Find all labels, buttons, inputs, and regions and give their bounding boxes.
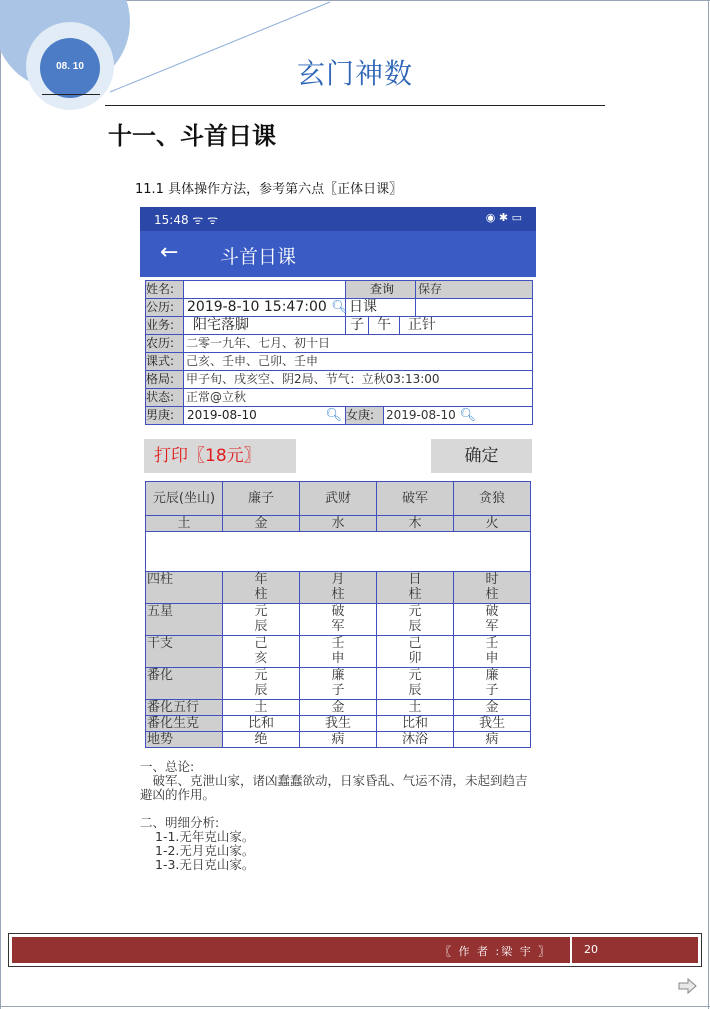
table-cell: 元 辰	[223, 604, 300, 636]
search-icon[interactable]: 🔍︎	[459, 408, 477, 423]
summary-heading-2: 二、明细分析:	[140, 815, 220, 830]
row-label: 番化五行	[146, 700, 223, 716]
table-cell: 己 亥	[223, 636, 300, 668]
footer-author: 〖 作 者 :梁 宇 〗	[440, 945, 552, 958]
pattern-value: 甲子旬、戌亥空、阴2局、节气：立秋03:13:00	[186, 372, 440, 386]
hour-select-1[interactable]: 子	[346, 317, 369, 334]
table-cell: 沐浴	[377, 732, 454, 748]
lunar-label: 农历:	[146, 335, 184, 352]
table-header-cell: 武财	[300, 482, 377, 516]
ganzhi-value: 己亥、壬申、己卯、壬申	[186, 354, 319, 368]
table-cell: 廉 子	[300, 668, 377, 700]
table-cell: 破 军	[300, 604, 377, 636]
instruction-text: 11.1 具体操作方法，参考第六点〖正体日课〗	[135, 182, 403, 197]
header-title: 玄门神数	[296, 57, 413, 90]
table-cell: 年 柱	[223, 572, 300, 604]
table-cell: 壬 申	[454, 636, 531, 668]
table-cell: 己 卯	[377, 636, 454, 668]
badge-underline	[42, 94, 100, 95]
row-label: 五星	[146, 604, 223, 636]
female-date-input[interactable]	[384, 407, 532, 424]
table-row	[146, 668, 531, 700]
solar-label: 公历:	[146, 299, 184, 316]
table-row	[146, 716, 531, 732]
table-cell: 绝	[223, 732, 300, 748]
table-cell: 病	[300, 732, 377, 748]
chart-table	[145, 481, 531, 748]
status-bar	[140, 207, 536, 231]
name-input[interactable]	[184, 281, 346, 298]
blank-cell	[146, 532, 531, 572]
table-row	[146, 732, 531, 748]
day-mode-select[interactable]: 日课	[346, 299, 416, 316]
summary-text	[140, 760, 536, 872]
table-header-cell: 破军	[377, 482, 454, 516]
table-header-cell: 元辰(坐山)	[146, 482, 223, 516]
element-cell: 水	[300, 516, 377, 532]
form-row-birth	[146, 407, 532, 424]
footer-separator	[570, 937, 572, 963]
row-label: 干支	[146, 636, 223, 668]
table-cell: 土	[223, 700, 300, 716]
page-border-left	[0, 0, 1, 1009]
status-label: 状态:	[146, 389, 184, 406]
row-label: 番化	[146, 668, 223, 700]
status-time: 15:48 ᯤ ᯤ	[154, 213, 219, 227]
element-cell: 木	[377, 516, 454, 532]
table-cell: 日 柱	[377, 572, 454, 604]
female-date-value: 2019-08-10	[386, 408, 456, 422]
male-date-value: 2019-08-10	[187, 408, 257, 422]
page-border-bottom	[0, 1006, 710, 1007]
table-cell: 比和	[223, 716, 300, 732]
empty-cell	[416, 299, 532, 316]
phone-screenshot	[140, 207, 536, 872]
page-border-right	[708, 0, 709, 1009]
print-button[interactable]: 打印〖18元〗	[144, 439, 296, 473]
summary-item: 1-2.无月克山家。	[155, 843, 255, 858]
form-row-solar	[146, 299, 532, 317]
form-row-lunar	[146, 335, 532, 353]
status-value: 正常@立秋	[186, 390, 247, 404]
business-label: 业务:	[146, 317, 184, 334]
table-cell: 元 辰	[223, 668, 300, 700]
row-label: 地势	[146, 732, 223, 748]
search-icon[interactable]: 🔍︎	[331, 300, 348, 315]
business-select[interactable]: 阳宅落脚	[184, 317, 346, 334]
arrow-left-icon[interactable]: ←	[160, 240, 179, 265]
table-header-cell: 贪狼	[454, 482, 531, 516]
solar-date-input[interactable]	[184, 299, 346, 316]
pattern-label: 格局:	[146, 371, 184, 388]
table-cell: 我生	[300, 716, 377, 732]
pillar-rows	[146, 572, 531, 748]
summary-item: 1-1.无年克山家。	[155, 829, 255, 844]
row-label: 四柱	[146, 572, 223, 604]
header-rule	[105, 105, 605, 106]
form-row-pattern	[146, 371, 532, 389]
solar-date-value: 2019-8-10 15:47:00	[187, 299, 327, 315]
table-cell: 金	[300, 700, 377, 716]
table-cell: 破 军	[454, 604, 531, 636]
app-bar	[140, 231, 536, 277]
element-cell: 火	[454, 516, 531, 532]
row-label: 番化生克	[146, 716, 223, 732]
table-cell: 元 辰	[377, 668, 454, 700]
date-badge: 08. 10	[56, 61, 84, 72]
form-row-ganzhi	[146, 353, 532, 371]
male-date-input[interactable]	[184, 407, 346, 424]
male-label: 男庚:	[146, 407, 184, 424]
form-row-business	[146, 317, 532, 335]
table-row	[146, 572, 531, 604]
hour-select-2[interactable]: 午	[369, 317, 400, 334]
table-row	[146, 700, 531, 716]
input-form	[145, 280, 533, 425]
app-title: 斗首日课	[220, 246, 297, 268]
table-cell: 土	[377, 700, 454, 716]
table-row	[146, 604, 531, 636]
table-cell: 元 辰	[377, 604, 454, 636]
element-cell: 土	[146, 516, 223, 532]
table-header-row	[146, 482, 531, 516]
table-row	[146, 636, 531, 668]
table-cell: 比和	[377, 716, 454, 732]
summary-item: 1-3.无日克山家。	[155, 857, 255, 872]
table-header-cell: 廉子	[223, 482, 300, 516]
form-row-name	[146, 281, 532, 299]
confirm-button[interactable]: 确定	[431, 439, 532, 473]
status-icons: ◉ ✱ ▭	[485, 211, 522, 224]
form-row-status	[146, 389, 532, 407]
page-number: 20	[584, 943, 598, 956]
lunar-value: 二零一九年、七月、初十日	[186, 336, 331, 350]
name-label: 姓名:	[146, 281, 184, 298]
ganzhi-label: 课式:	[146, 353, 184, 370]
summary-paragraph-1: 破军、克泄山家，诸凶蠢蠢欲动，日家昏乱、气运不清，未起到趋吉避凶的作用。	[140, 773, 528, 802]
female-label: 女庚:	[346, 407, 384, 424]
table-cell: 廉 子	[454, 668, 531, 700]
section-title: 十一、斗首日课	[108, 121, 276, 150]
save-button[interactable]: 保存	[416, 281, 532, 298]
table-cell: 金	[454, 700, 531, 716]
search-icon[interactable]: 🔍︎	[325, 408, 342, 423]
query-button[interactable]: 查询	[346, 281, 416, 298]
needle-select[interactable]: 正针	[408, 317, 436, 333]
table-cell: 病	[454, 732, 531, 748]
element-cell: 金	[223, 516, 300, 532]
table-cell: 我生	[454, 716, 531, 732]
next-page-arrow-icon[interactable]	[678, 978, 698, 994]
table-cell: 时 柱	[454, 572, 531, 604]
summary-heading-1: 一、总论:	[140, 759, 195, 774]
table-cell: 月 柱	[300, 572, 377, 604]
table-cell: 壬 申	[300, 636, 377, 668]
blank-row	[146, 532, 531, 572]
element-row	[146, 516, 531, 532]
